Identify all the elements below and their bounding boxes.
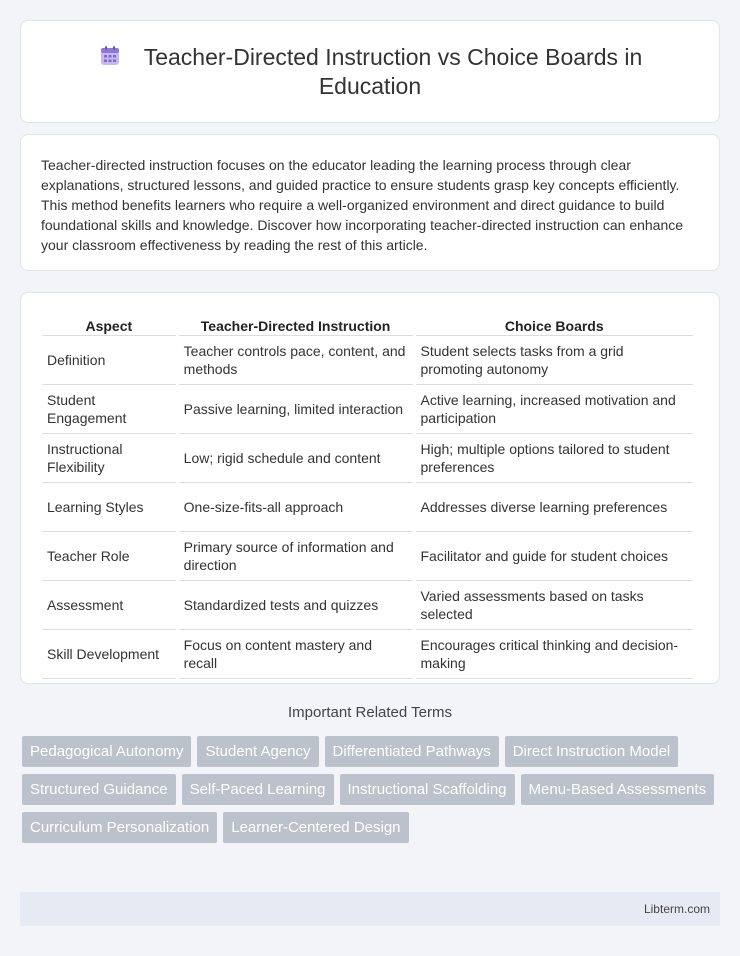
related-term-tag[interactable]: Self-Paced Learning (182, 774, 334, 805)
row-teacher-directed: Primary source of information and direction (179, 532, 413, 581)
related-term-tag[interactable]: Learner-Centered Design (223, 812, 408, 843)
page-title: Teacher-Directed Instruction vs Choice Boards in Education (143, 43, 643, 99)
comparison-table (39, 311, 696, 679)
row-aspect: Teacher Role (42, 532, 176, 581)
related-term-tag[interactable]: Instructional Scaffolding (340, 774, 515, 805)
row-aspect: Skill Development (42, 630, 176, 679)
row-teacher-directed: Focus on content mastery and recall (179, 630, 413, 679)
row-aspect: Learning Styles (42, 483, 176, 532)
table-row (42, 336, 693, 385)
table-row (42, 434, 693, 483)
related-terms-title: Important Related Terms (288, 704, 452, 721)
header-choice-boards: Choice Boards (416, 311, 694, 336)
header-aspect: Aspect (42, 311, 176, 336)
row-choice-boards: Active learning, increased motivation and participation (416, 385, 694, 434)
related-term-tag[interactable]: Pedagogical Autonomy (22, 736, 191, 767)
related-term-tag[interactable]: Structured Guidance (22, 774, 176, 805)
related-term-tag[interactable]: Differentiated Pathways (325, 736, 499, 767)
row-choice-boards: Addresses diverse learning preferences (416, 483, 694, 532)
title-card (20, 20, 720, 123)
header-teacher-directed: Teacher-Directed Instruction (179, 311, 413, 336)
table-row (42, 532, 693, 581)
related-terms-list (22, 736, 722, 843)
related-term-tag[interactable]: Curriculum Personalization (22, 812, 217, 843)
row-teacher-directed: Standardized tests and quizzes (179, 581, 413, 630)
comparison-card (20, 292, 720, 684)
row-teacher-directed: Teacher controls pace, content, and methods (179, 336, 413, 385)
row-choice-boards: High; multiple options tailored to student preferences (416, 434, 694, 483)
row-aspect: Definition (42, 336, 176, 385)
table-row (42, 630, 693, 679)
row-teacher-directed: Passive learning, limited interaction (179, 385, 413, 434)
row-aspect: Student Engagement (42, 385, 176, 434)
calendar-icon (98, 44, 122, 68)
related-term-tag[interactable]: Menu-Based Assessments (521, 774, 715, 805)
related-term-tag[interactable]: Student Agency (197, 736, 318, 767)
footer (20, 892, 720, 926)
row-choice-boards: Facilitator and guide for student choices (416, 532, 694, 581)
row-aspect: Assessment (42, 581, 176, 630)
related-term-tag[interactable]: Direct Instruction Model (505, 736, 679, 767)
row-choice-boards: Varied assessments based on tasks selected (416, 581, 694, 630)
row-choice-boards: Student selects tasks from a grid promoting autonomy (416, 336, 694, 385)
page-title-wrap (70, 43, 670, 101)
table-row (42, 483, 693, 532)
table-row (42, 581, 693, 630)
row-teacher-directed: Low; rigid schedule and content (179, 434, 413, 483)
row-aspect: Instructional Flexibility (42, 434, 176, 483)
table-header-row (42, 311, 693, 336)
intro-text: Teacher-directed instruction focuses on the educator leading the learning process through clear explanations, structured lessons, and guided practice to ensure students grasp key concepts efficiently. This method benefits learners who require a well-organized environment and direct guidance to build foundational skills and knowledge. Discover how incorporating teacher-directed instruction can enhance your classroom effectiveness by reading the rest of this article. (41, 157, 684, 253)
footer-site-link[interactable]: Libterm.com (643, 902, 710, 916)
intro-card (20, 134, 720, 271)
row-choice-boards: Encourages critical thinking and decision-making (416, 630, 694, 679)
row-teacher-directed: One-size-fits-all approach (179, 483, 413, 532)
table-row (42, 385, 693, 434)
